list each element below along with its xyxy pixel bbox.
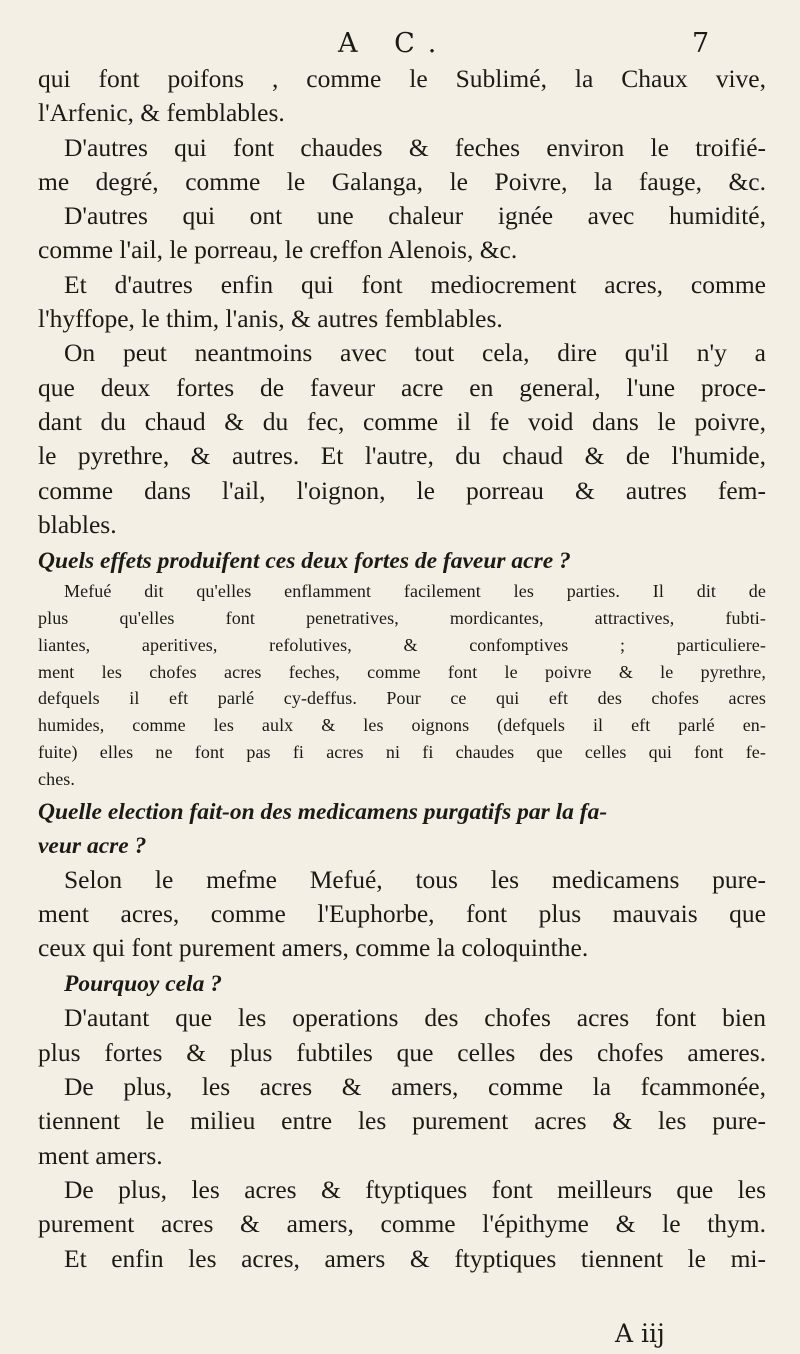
text-line: D'autres qui font chaudes & feches environ le troifié-: [64, 132, 766, 162]
text-line: dant du chaud & du fec, comme il fe void dans le poivre,: [38, 406, 766, 436]
text-line: l'hyffope, le thim, l'anis, & autres femblables.: [38, 304, 503, 334]
small-text-line: plus qu'elles font penetratives, mordicantes, attractives, fubti-: [38, 607, 766, 628]
small-text-line: Mefué dit qu'elles enflamment facilement les parties. Il dit de: [64, 581, 766, 602]
signature-text: A iij: [615, 1319, 665, 1348]
question-heading: Quelle election fait-on des medicamens purgatifs par la fa-: [38, 798, 608, 825]
small-text-line: humides, comme les aulx & les oignons (defquels il eft parlé en-: [38, 715, 766, 736]
text-line: ceux qui font purement amers, comme la coloquinthe.: [38, 933, 589, 963]
text-line: purement acres & amers, comme l'épithyme & le thym.: [38, 1209, 766, 1239]
text-line: ment acres, comme l'Euphorbe, font plus mauvais que: [38, 898, 766, 928]
text-block: [38, 62, 766, 1276]
text-line: me degré, comme le Galanga, le Poivre, la fauge, &c.: [38, 166, 766, 196]
signature-mark: [0, 1319, 800, 1349]
text-line: Selon le mefme Mefué, tous les medicamens pure-: [64, 864, 766, 894]
text-line: ment amers.: [38, 1140, 163, 1170]
text-line: comme l'ail, le porreau, le creffon Alenois, &c.: [38, 235, 518, 265]
text-line: De plus, les acres & ftyptiques font meilleurs que les: [64, 1174, 766, 1204]
text-line: que deux fortes de faveur acre en general, l'une proce-: [38, 372, 766, 402]
small-text-line: ment les chofes acres feches, comme font le poivre & le pyrethre,: [38, 661, 766, 682]
text-line: plus fortes & plus fubtiles que celles des chofes ameres.: [38, 1037, 766, 1067]
question-heading: Quels effets produifent ces deux fortes de faveur acre ?: [38, 548, 571, 575]
page-number: 7: [692, 28, 710, 59]
small-text-line: ches.: [38, 768, 75, 789]
text-line: qui font poifons , comme le Sublimé, la Chaux vive,: [38, 64, 766, 93]
text-line: Et enfin les acres, amers & ftyptiques tiennent le mi-: [64, 1243, 766, 1273]
text-line: comme dans l'ail, l'oignon, le porreau & autres fem-: [38, 475, 766, 505]
text-line: Et d'autres enfin qui font mediocrement acres, comme: [64, 269, 766, 299]
text-line: D'autant que les operations des chofes acres font bien: [64, 1003, 766, 1033]
running-title: A C.: [338, 28, 451, 59]
question-heading: veur acre ?: [38, 832, 147, 859]
question-heading: Pourquoy cela ?: [64, 971, 222, 998]
small-text-line: liantes, aperitives, refolutives, & confomptives ; particuliere-: [38, 634, 766, 655]
small-text-line: fuite) elles ne font pas fi acres ni fi chaudes que celles qui font fe-: [38, 741, 766, 762]
text-line: On peut neantmoins avec tout cela, dire qu'il n'y a: [64, 338, 766, 368]
text-line: l'Arfenic, & femblables.: [38, 98, 285, 128]
small-text-line: defquels il eft parlé cy-deffus. Pour ce qui eft des chofes acres: [38, 688, 766, 709]
text-line: le pyrethre, & autres. Et l'autre, du chaud & de l'humide,: [38, 441, 766, 471]
text-line: tiennent le milieu entre les purement acres & les pure-: [38, 1106, 766, 1136]
text-line: De plus, les acres & amers, comme la fcammonée,: [64, 1072, 766, 1102]
text-line: D'autres qui ont une chaleur ignée avec humidité,: [64, 201, 766, 231]
text-line: blables.: [38, 509, 117, 539]
